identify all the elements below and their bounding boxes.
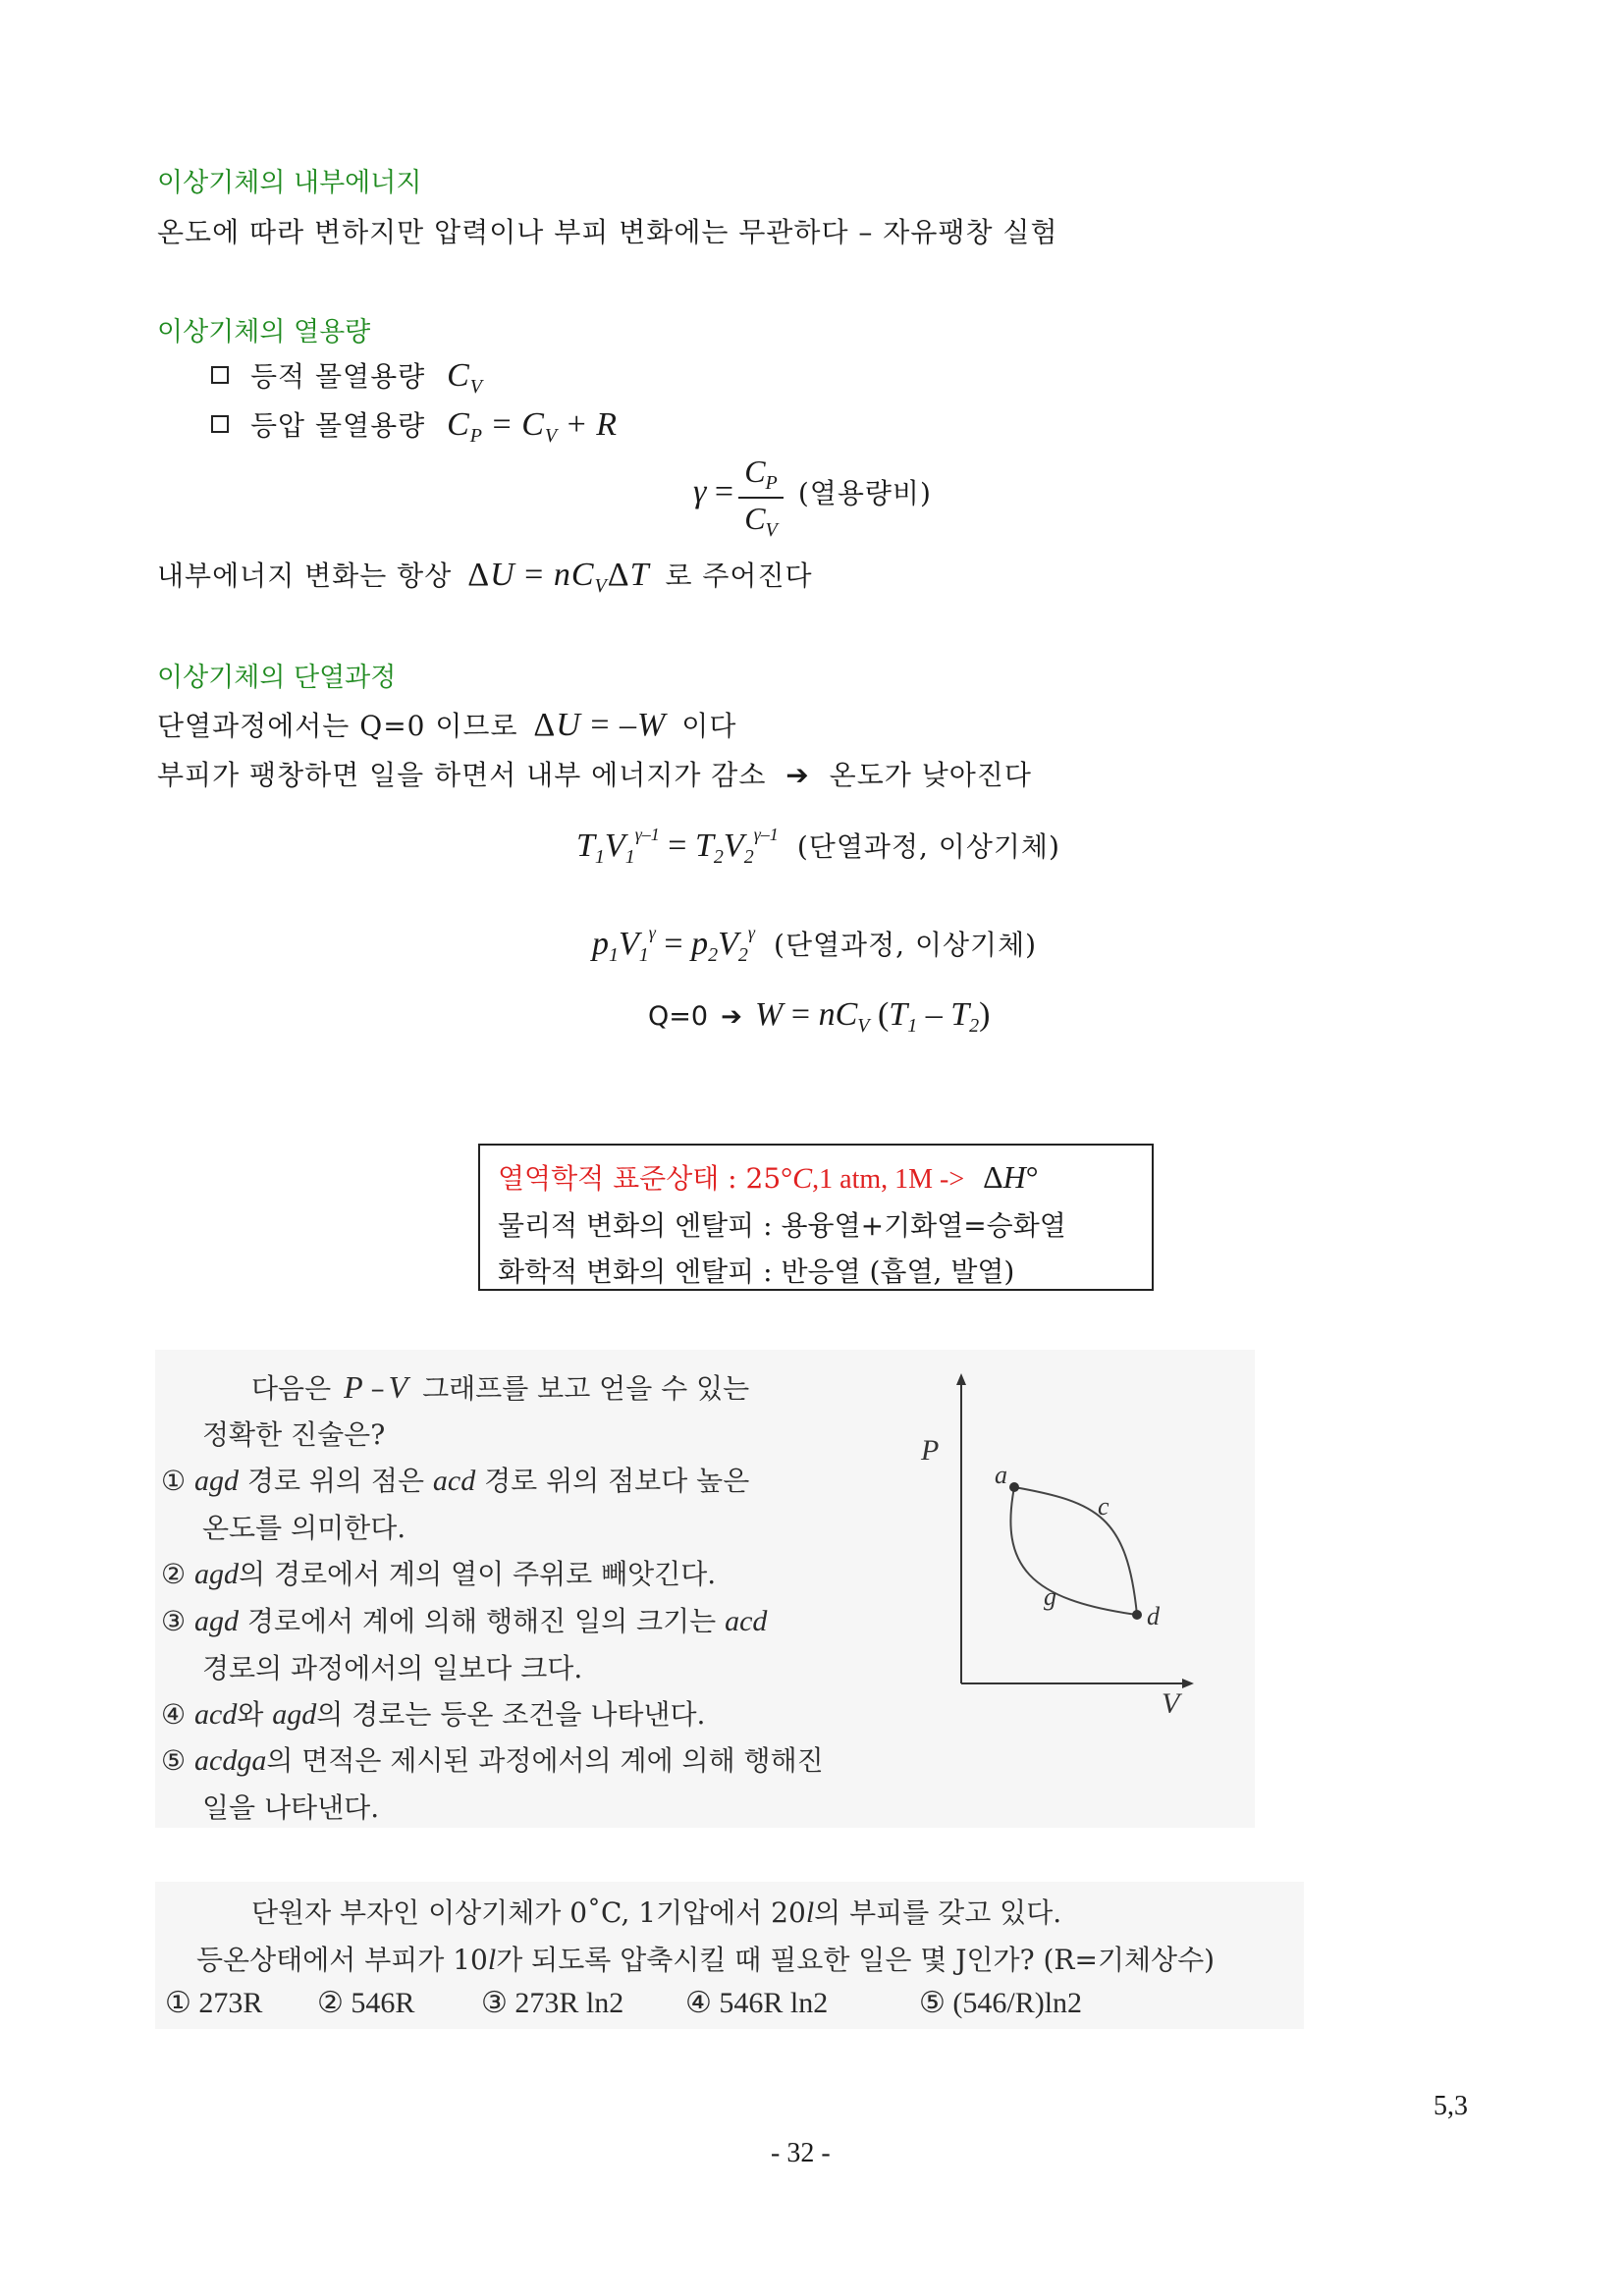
label-p: P bbox=[921, 1434, 940, 1467]
formula-cp: $C_P = C_V + R$ bbox=[447, 406, 619, 447]
formula-cv: $C_V$ bbox=[447, 357, 484, 398]
question-1-option-2: ② agd의 경로에서 계의 열이 주위로 빼앗긴다. bbox=[161, 1558, 717, 1590]
label-c: c bbox=[1098, 1492, 1109, 1521]
arrow-right-icon: ➔ bbox=[721, 1002, 742, 1032]
question-2-panel bbox=[155, 1882, 1304, 2029]
box-line-2: 물리적 변화의 엔탈피 : 용융열+기화열=승화열 bbox=[498, 1209, 1066, 1242]
question-1-option-5: ⑤ acdga의 면적은 제시된 과정에서의 계에 의해 행해진 bbox=[161, 1744, 824, 1777]
label-d: d bbox=[1147, 1602, 1160, 1630]
internal-energy-text: 온도에 따라 변하지만 압력이나 부피 변화에는 무관하다 – 자유팽창 실험 bbox=[157, 216, 1058, 248]
side-note: 5,3 bbox=[1434, 2091, 1468, 2121]
question-2-line-2: 등온상태에서 부피가 10l가 되도록 압축시킬 때 필요한 일은 몇 J인가? (R=기체상수) bbox=[196, 1944, 1216, 1976]
question-2-option-1: ① 273R bbox=[165, 1987, 263, 2019]
point-d bbox=[1132, 1610, 1142, 1620]
question-1-panel bbox=[155, 1350, 1255, 1828]
standard-state-box bbox=[478, 1144, 1154, 1291]
question-2-option-5: ⑤ (546/R)ln2 bbox=[919, 1987, 1083, 2019]
question-1-option-5-cont: 일을 나타낸다. bbox=[202, 1791, 380, 1824]
list-item-cp: 등압 몰열용량 $C_P = C_V + R$ bbox=[211, 404, 618, 448]
pv-graph bbox=[901, 1350, 1216, 1713]
box-line-3: 화학적 변화의 엔탈피 : 반응열 (흡열, 발열) bbox=[498, 1255, 1015, 1288]
question-2-option-4: ④ 546R ln2 bbox=[685, 1987, 829, 2019]
page-number: - 32 - bbox=[771, 2138, 831, 2168]
path-agd bbox=[1010, 1487, 1137, 1615]
gamma-equation: γ = $\frac{C_P}{C_V}$ (열용량비) bbox=[693, 454, 932, 541]
question-1-stem-line2: 정확한 진술은? bbox=[202, 1418, 386, 1451]
adiabatic-line-1: 단열과정에서는 Q=0 이므로 ΔU = –W 이다 bbox=[157, 707, 737, 743]
question-1-option-3: ③ agd 경로에서 계에 의해 행해진 일의 크기는 acd bbox=[161, 1605, 768, 1637]
label-g: g bbox=[1044, 1582, 1056, 1611]
question-2-line-1: 단원자 부자인 이상기체가 0˚C, 1기압에서 20l의 부피를 갖고 있다. bbox=[251, 1896, 1062, 1929]
point-a bbox=[1009, 1482, 1019, 1492]
delta-u-line: 내부에너지 변화는 항상 $\Delta U = nC_V\Delta T$ 로 주어진다 bbox=[157, 557, 813, 597]
y-axis-arrow-icon bbox=[956, 1373, 966, 1385]
question-1-option-3-cont: 경로의 과정에서의 일보다 크다. bbox=[202, 1652, 583, 1684]
question-1-stem: 다음은 P – V 그래프를 보고 얻을 수 있는 bbox=[251, 1369, 750, 1405]
adiabatic-eq-tv: $T_1V_1^{\gamma-1} = T_2V_2^{\gamma-1}$ (단열과정, 이상기체) bbox=[576, 825, 1060, 868]
adiabatic-eq-work: Q=0 ➔ $W = nC_V$ $(T_1 - T_2)$ bbox=[648, 996, 991, 1037]
question-1-option-1: ① agd 경로 위의 점은 acd 경로 위의 점보다 높은 bbox=[161, 1465, 750, 1497]
question-2-option-2: ② 546R bbox=[317, 1987, 415, 2019]
adiabatic-line-2: 부피가 팽창하면 일을 하면서 내부 에너지가 감소 ➔ 온도가 낮아진다 bbox=[157, 759, 1032, 791]
adiabatic-eq-pv: $p_1V_1^\gamma = p_2V_2^\gamma$ (단열과정, 이상기체) bbox=[592, 923, 1038, 966]
heading-adiabatic: 이상기체의 단열과정 bbox=[157, 663, 397, 693]
label-v: V bbox=[1162, 1687, 1180, 1713]
path-acd bbox=[1014, 1487, 1137, 1615]
heading-heat-capacity: 이상기체의 열용량 bbox=[157, 317, 371, 347]
question-1-option-4: ④ acd와 agd의 경로는 등온 조건을 나타낸다. bbox=[161, 1698, 706, 1731]
box-line-1: 열역학적 표준상태 : 25°C,1 atm, 1M -> ΔH° bbox=[498, 1159, 1039, 1195]
question-2-option-3: ③ 273R ln2 bbox=[481, 1987, 624, 2019]
arrow-right-icon: ➔ bbox=[785, 759, 810, 791]
square-bullet-icon bbox=[211, 415, 229, 433]
heading-internal-energy: 이상기체의 내부에너지 bbox=[157, 168, 422, 198]
question-1-option-1-cont: 온도를 의미한다. bbox=[202, 1512, 406, 1544]
list-item-cv: 등적 몰열용량 $C_V$ bbox=[211, 355, 483, 399]
square-bullet-icon bbox=[211, 366, 229, 384]
label-a: a bbox=[995, 1461, 1007, 1489]
x-axis-arrow-icon bbox=[1182, 1679, 1194, 1688]
